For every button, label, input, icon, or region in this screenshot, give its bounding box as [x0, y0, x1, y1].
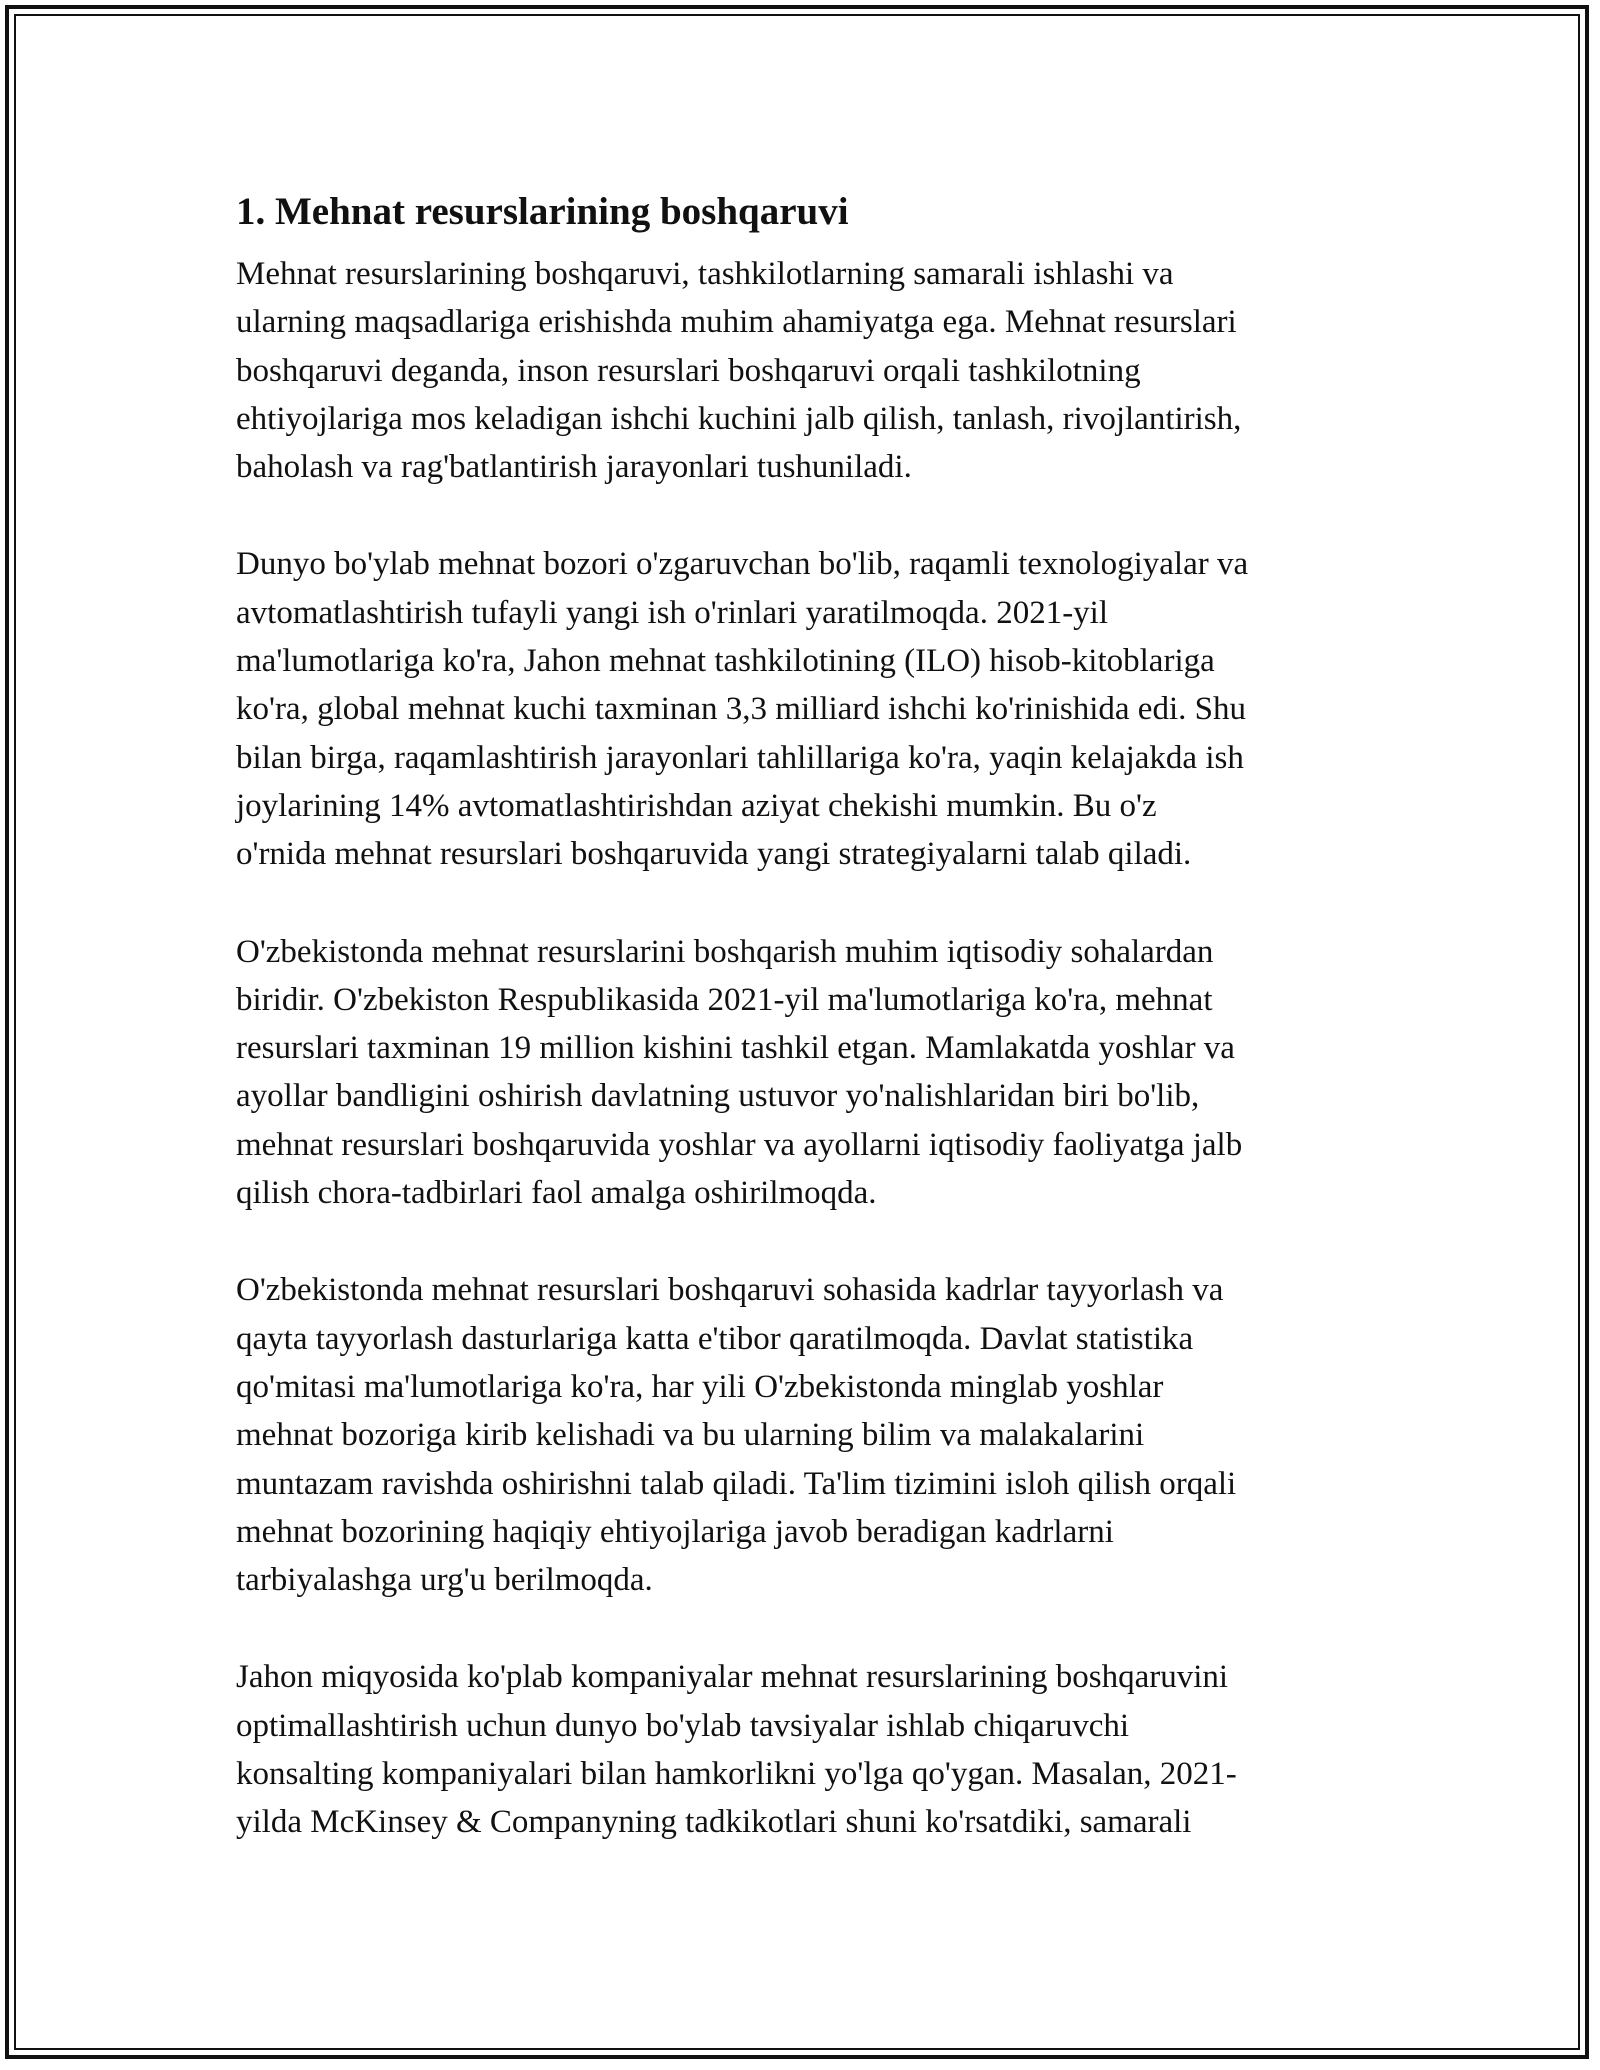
text-line: qo'mitasi ma'lumotlariga ko'ra, har yili O'zbekistonda minglab yoshlar [236, 1368, 1164, 1405]
text-line: Jahon miqyosida ko'plab kompaniyalar mehnat resurslarining boshqaruvini [236, 1659, 1229, 1696]
text-line: joylarining 14% avtomatlashtirishdan aziyat chekishi mumkin. Bu o'z [236, 787, 1157, 824]
paragraph-1 [236, 250, 1370, 491]
text-line: resurslari taxminan 19 million kishini tashkil etgan. Mamlakatda yoshlar va [236, 1030, 1235, 1067]
text-line: ko'ra, global mehnat kuchi taxminan 3,3 milliard ishchi ko'rinishida edi. Shu [236, 691, 1246, 728]
text-line: konsalting kompaniyalari bilan hamkorlikni yo'lga qo'ygan. Masalan, 2021- [236, 1756, 1237, 1793]
text-line: yilda McKinsey & Companyning tadkikotlari shuni ko'rsatdiki, samarali [236, 1804, 1192, 1841]
text-line: mehnat resurslari boshqaruvida yoshlar va ayollarni iqtisodiy faoliyatga jalb [236, 1126, 1243, 1163]
text-line: boshqaruvi deganda, inson resurslari boshqaruvi orqali tashkilotning [236, 352, 1141, 389]
document-body [236, 184, 1370, 1896]
text-line: mehnat bozoriga kirib kelishadi va bu ularning bilim va malakalarini [236, 1417, 1145, 1454]
text-line: ayollar bandligini oshirish davlatning ustuvor yo'nalishlaridan biri bo'lib, [236, 1078, 1200, 1115]
section-heading: 1. Mehnat resurslarining boshqaruvi [236, 190, 849, 233]
text-line: Mehnat resurslarining boshqaruvi, tashkilotlarning samarali ishlashi va [236, 256, 1174, 292]
text-line: o'rnida mehnat resurslari boshqaruvida yangi strategiyalarni talab qiladi. [236, 836, 1192, 873]
text-line: ularning maqsadlariga erishishda muhim ahamiyatga ega. Mehnat resurslari [236, 304, 1237, 341]
text-line: ma'lumotlariga ko'ra, Jahon mehnat tashkilotining (ILO) hisob-kitoblariga [236, 643, 1215, 680]
text-line: baholash va rag'batlantirish jarayonlari tushuniladi. [236, 449, 912, 486]
text-line: ehtiyojlariga mos keladigan ishchi kuchini jalb qilish, tanlash, rivojlantirish, [236, 400, 1242, 437]
text-line: optimallashtirish uchun dunyo bo'ylab tavsiyalar ishlab chiqaruvchi [236, 1707, 1130, 1744]
text-line: bilan birga, raqamlashtirish jarayonlari tahlillariga ko'ra, yaqin kelajakda ish [236, 739, 1244, 776]
paragraph-3 [236, 928, 1370, 1218]
text-line: O'zbekistonda mehnat resurslarini boshqarish muhim iqtisodiy sohalardan [236, 933, 1214, 970]
text-line: qayta tayyorlash dasturlariga katta e'tibor qaratilmoqda. Davlat statistika [236, 1320, 1194, 1357]
text-line: tarbiyalashga urg'u berilmoqda. [236, 1562, 653, 1599]
text-line: qilish chora-tadbirlari faol amalga oshirilmoqda. [236, 1175, 877, 1212]
text-line: mehnat bozorining haqiqiy ehtiyojlariga javob beradigan kadrlarni [236, 1513, 1114, 1550]
text-line: O'zbekistonda mehnat resurslari boshqaruvi sohasida kadrlar tayyorlash va [236, 1272, 1224, 1309]
text-line: avtomatlashtirish tufayli yangi ish o'rinlari yaratilmoqda. 2021-yil [236, 594, 1109, 631]
paragraph-2 [236, 540, 1370, 878]
paragraph-4 [236, 1266, 1370, 1604]
paragraph-5 [236, 1653, 1370, 1846]
text-line: biridir. O'zbekiston Respublikasida 2021-yil ma'lumotlariga ko'ra, mehnat [236, 981, 1213, 1018]
text-line: muntazam ravishda oshirishni talab qiladi. Ta'lim tizimini isloh qilish orqali [236, 1465, 1237, 1502]
text-line: Dunyo bo'ylab mehnat bozori o'zgaruvchan bo'lib, raqamli texnologiyalar va [236, 546, 1249, 583]
